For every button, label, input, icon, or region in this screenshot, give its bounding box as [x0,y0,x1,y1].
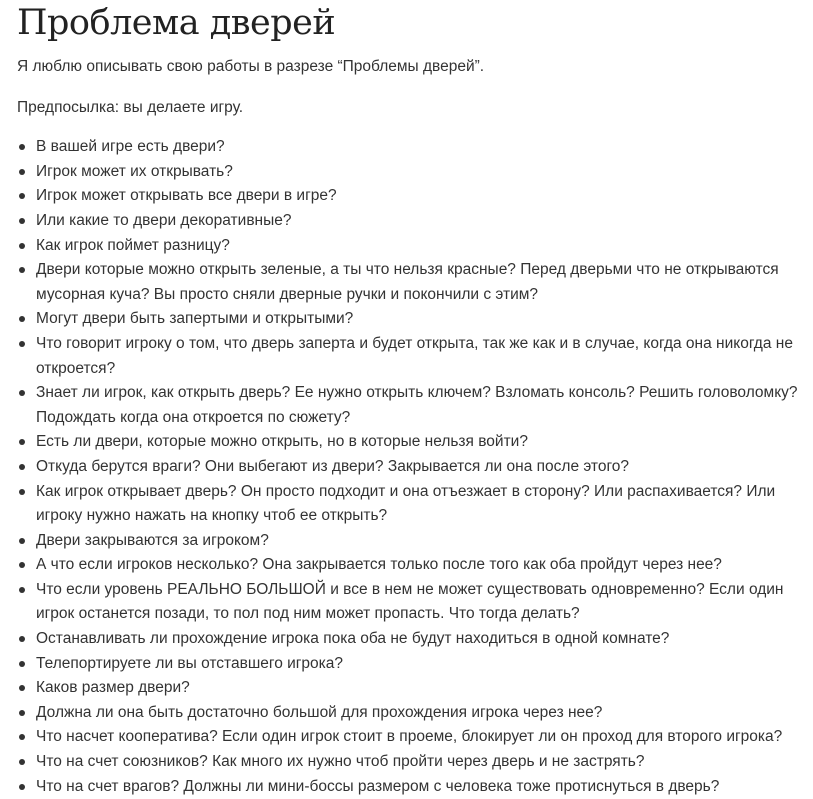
list-item-text: Как игрок поймет разницу? [36,236,230,254]
list-item [17,578,809,627]
bullet-icon [19,218,25,224]
bullet-icon [19,710,25,716]
list-item-text: Игрок может их открывать? [36,162,233,180]
list-item-text: А что если игроков несколько? Она закрывается только после того как оба пройдут через нее? [36,556,722,574]
list-item-text: В вашей игре есть двери? [36,138,225,156]
list-item [17,676,809,701]
list-item [17,553,809,578]
list-item-text: Двери которые можно открыть зеленые, а ты что нельзя красные? Перед дверьми что не открываются мусорная куча? Вы просто сняли дверные ручки и покончили с этим? [36,261,779,303]
bullet-icon [19,587,25,593]
list-item [17,184,809,209]
bullet-icon [19,464,25,470]
bullet-icon [19,193,25,199]
list-item-text: Должна ли она быть достаточно большой для прохождения игрока через нее? [36,703,603,721]
bullet-icon [19,243,25,249]
bullet-icon [19,685,25,691]
bullet-icon [19,784,25,790]
bullet-icon [19,661,25,667]
list-item-text: Телепортируете ли вы отставшего игрока? [36,654,344,672]
bullet-icon [19,267,25,273]
list-item-text: Знает ли игрок, как открыть дверь? Ее нужно открыть ключем? Взломать консоль? Решить головоломку? Подождать когда она откроется по сюжету? [36,384,798,426]
bullet-icon [19,636,25,642]
list-item-text: Игрок может открывать все двери в игре? [36,187,337,205]
bullet-icon [19,439,25,445]
bullet-icon [19,390,25,396]
list-item [17,701,809,726]
bullet-icon [19,316,25,322]
question-list [17,135,809,799]
page-title: Проблема дверей [17,3,336,43]
list-item-text: Или какие то двери декоративные? [36,211,292,229]
bullet-icon [19,538,25,544]
list-item-text: Останавливать ли прохождение игрока пока оба не будут находиться в одной комнате? [36,630,670,648]
list-item [17,209,809,234]
list-item [17,627,809,652]
intro-paragraph: Я люблю описывать свою работы в разрезе “Проблемы дверей”. [17,58,485,75]
list-item [17,381,809,430]
bullet-icon [19,562,25,568]
bullet-icon [19,759,25,765]
list-item-text: Каков размер двери? [36,679,190,697]
list-item [17,430,809,455]
list-item-text: Откуда берутся враги? Они выбегают из двери? Закрывается ли она после этого? [36,457,630,475]
bullet-icon [19,341,25,347]
list-item-text: Двери закрываются за игроком? [36,531,269,549]
list-item [17,135,809,160]
list-item [17,307,809,332]
bullet-icon [19,169,25,175]
list-item-text: Могут двери быть запертыми и открытыми? [36,310,354,328]
list-item-text: Что если уровень РЕАЛЬНО БОЛЬШОЙ и все в нем не может существовать одновременно? Если один игрок останется позади, то пол под ним может пропасть. Что тогда делать? [36,580,784,623]
premise-paragraph: Предпосылка: вы делаете игру. [17,98,244,116]
list-item-text: Что на счет врагов? Должны ли мини-боссы размером с человека тоже протиснуться в дверь? [36,777,720,795]
list-item-text: Что насчет кооператива? Если один игрок стоит в проеме, блокирует ли он проход для второго игрока? [36,728,783,746]
list-item [17,750,809,775]
article [17,0,809,799]
list-item-text: Что на счет союзников? Как много их нужно чтоб пройти через дверь и не застрять? [36,753,645,771]
bullet-icon [19,144,25,150]
list-item-text: Что говорит игроку о том, что дверь заперта и будет открыта, так же как и в случае, когда она никогда не откроется? [36,334,793,377]
list-item-text: Как игрок открывает дверь? Он просто подходит и она отъезжает в сторону? Или распахивается? Или игроку нужно нажать на кнопку чтоб ее открыть? [36,482,776,525]
list-item [17,455,809,480]
list-item [17,332,809,381]
list-item [17,529,809,554]
list-item [17,775,809,799]
bullet-icon [19,734,25,740]
list-item [17,725,809,750]
list-item-text: Есть ли двери, которые можно открыть, но в которые нельзя войти? [36,433,528,451]
list-item [17,258,809,307]
list-item [17,234,809,259]
list-item [17,652,809,677]
bullet-icon [19,489,25,495]
list-item [17,160,809,185]
list-item [17,480,809,529]
